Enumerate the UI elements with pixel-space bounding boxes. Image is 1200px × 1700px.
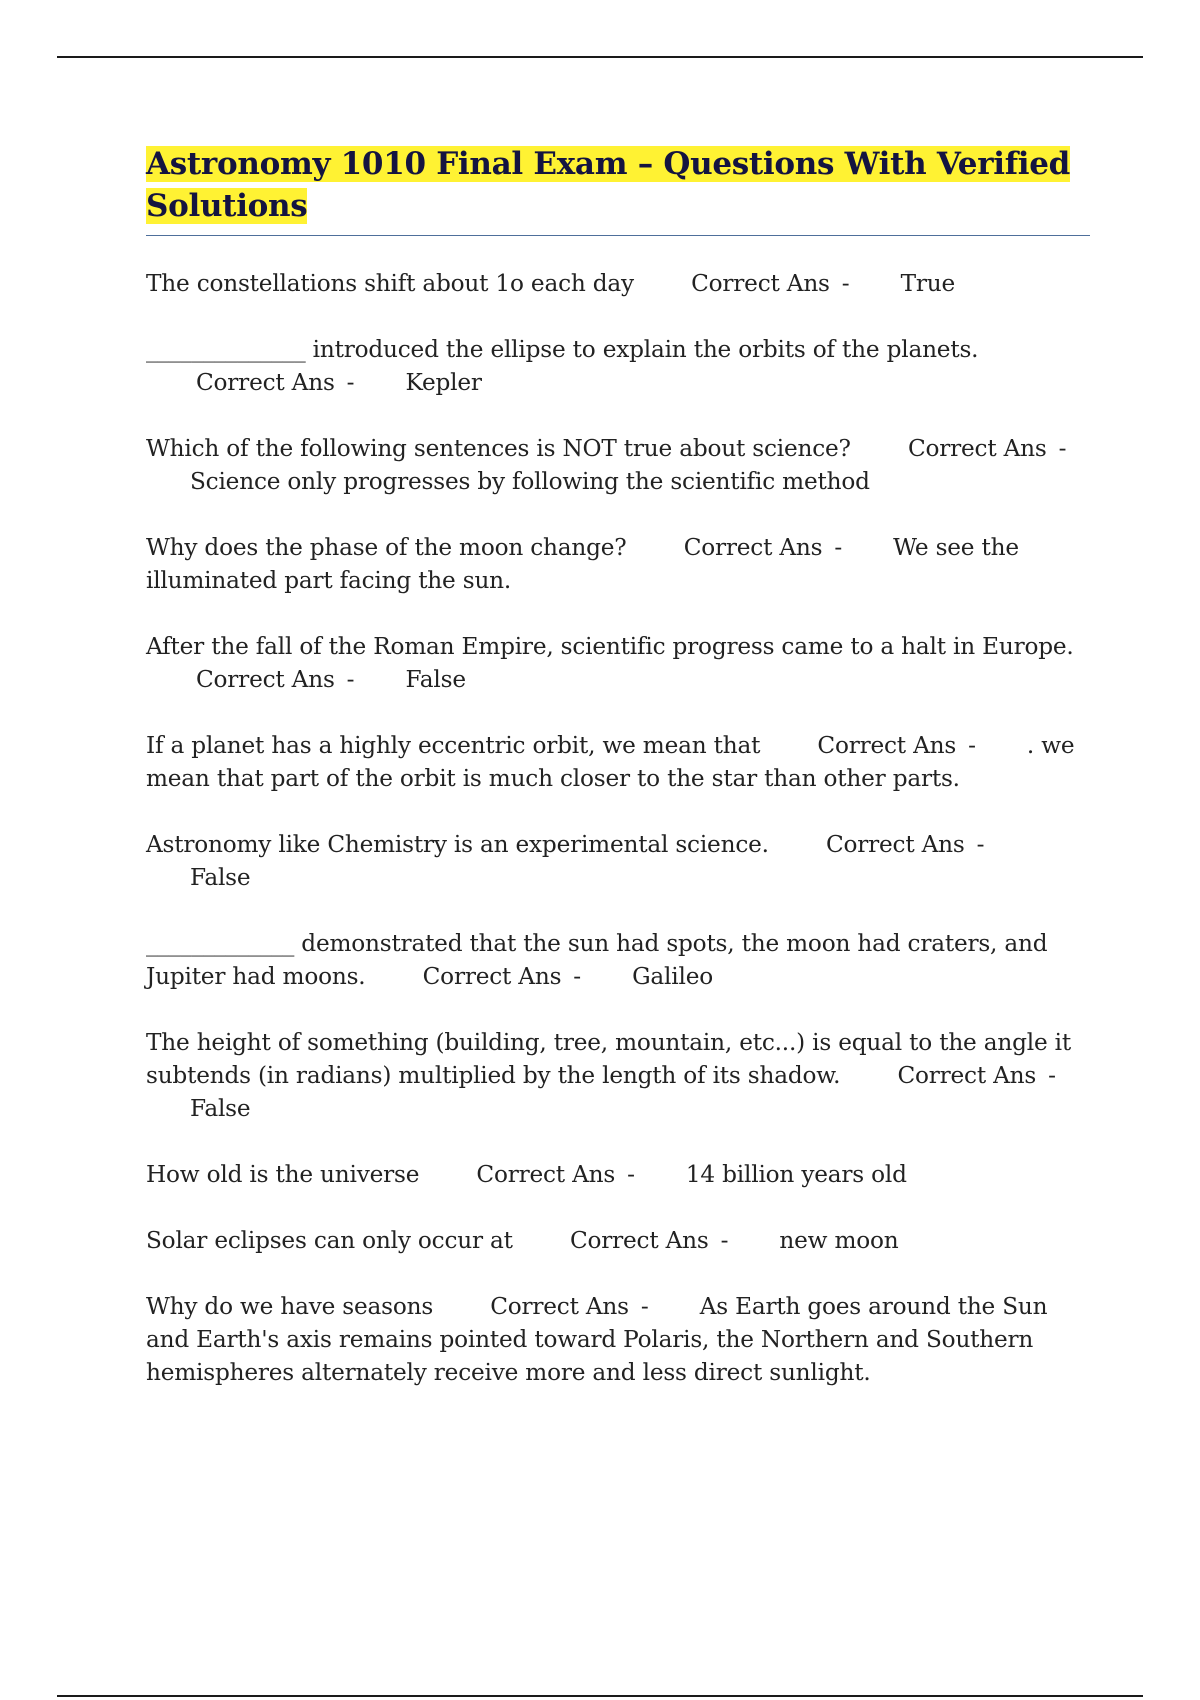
document-body: [146, 143, 1090, 1422]
correct-answer-label: Correct Ans: [569, 1227, 709, 1254]
correct-answer-label: Correct Ans: [817, 732, 957, 759]
question-text: Astronomy like Chemistry is an experimental science.: [146, 831, 769, 858]
title-highlight: Astronomy 1010 Final Exam – Questions With Verified Solutions: [146, 146, 1071, 224]
question-text: How old is the universe: [146, 1161, 420, 1188]
answer-text: False: [405, 666, 466, 693]
question-text: The constellations shift about 1o each day: [146, 270, 634, 297]
question-text: Solar eclipses can only occur at: [146, 1227, 513, 1254]
footer-rule: [57, 1695, 1143, 1697]
question-text: After the fall of the Roman Empire, scientific progress came to a halt in Europe.: [146, 633, 1074, 660]
question-text: introduced the ellipse to explain the orbits of the planets.: [305, 336, 979, 363]
fill-in-blank: _____________: [146, 930, 295, 957]
answer-text: True: [900, 270, 955, 297]
answer-text: Kepler: [405, 369, 482, 396]
answer-text: . we mean that part of the orbit is much closer to the star than other parts.: [146, 732, 1075, 792]
correct-answer-label: Correct Ans: [196, 666, 335, 693]
answer-text: new moon: [779, 1227, 899, 1254]
correct-answer-label: Correct Ans: [825, 831, 965, 858]
answer-dash: -: [573, 963, 581, 990]
fill-in-blank: ______________: [146, 336, 306, 363]
correct-answer-label: Correct Ans: [490, 1293, 629, 1320]
question-item: [146, 1290, 1090, 1389]
answer-dash: -: [1058, 435, 1067, 462]
question-text: demonstrated that the sun had spots, the moon had craters, and Jupiter had moons.: [146, 930, 1048, 990]
question-text: Why does the phase of the moon change?: [146, 534, 627, 561]
title-underline: [146, 235, 1090, 236]
question-item: [146, 333, 1090, 399]
question-text: If a planet has a highly eccentric orbit, we mean that: [146, 732, 761, 759]
question-text: Why do we have seasons: [146, 1293, 434, 1320]
answer-dash: -: [640, 1293, 649, 1320]
correct-answer-label: Correct Ans: [683, 534, 823, 561]
answer-text: 14 billion years old: [685, 1161, 907, 1188]
question-text: Which of the following sentences is NOT true about science?: [146, 435, 851, 462]
answer-dash: -: [346, 666, 355, 693]
answer-dash: -: [720, 1227, 729, 1254]
answer-text: As Earth goes around the Sun and Earth's axis remains pointed toward Polaris, the Northern and Southern hemispheres alternately receive more and less direct sunlight.: [146, 1293, 1048, 1386]
correct-answer-label: Correct Ans: [476, 1161, 616, 1188]
question-item: [146, 531, 1090, 597]
correct-answer-label: Correct Ans: [897, 1062, 1037, 1089]
correct-answer-label: Correct Ans: [422, 963, 562, 990]
question-item: [146, 729, 1090, 795]
answer-dash: -: [968, 732, 976, 759]
answer-dash: -: [346, 369, 355, 396]
document-title: [146, 143, 1090, 227]
question-item: [146, 927, 1090, 993]
question-item: [146, 630, 1090, 696]
answer-text: Galileo: [632, 963, 713, 990]
answer-text: False: [190, 864, 251, 891]
correct-answer-label: Correct Ans: [196, 369, 335, 396]
answer-text: We see the illuminated part facing the sun.: [146, 534, 1019, 594]
correct-answer-label: Correct Ans: [691, 270, 830, 297]
header-rule: [57, 56, 1143, 58]
answer-dash: -: [834, 534, 842, 561]
question-item: [146, 267, 1090, 300]
answer-dash: -: [1048, 1062, 1056, 1089]
question-item: [146, 1224, 1090, 1257]
question-list: [146, 267, 1090, 1389]
question-item: [146, 1026, 1090, 1125]
answer-text: Science only progresses by following the scientific method: [190, 468, 870, 495]
answer-dash: -: [976, 831, 985, 858]
question-item: [146, 1158, 1090, 1191]
question-item: [146, 432, 1090, 498]
answer-dash: -: [841, 270, 850, 297]
correct-answer-label: Correct Ans: [907, 435, 1047, 462]
question-item: [146, 828, 1090, 894]
answer-dash: -: [627, 1161, 635, 1188]
question-text: The height of something (building, tree, mountain, etc...) is equal to the angle it subtends (in radians) multiplied by the length of its shadow.: [146, 1029, 1071, 1089]
answer-text: False: [190, 1095, 251, 1122]
